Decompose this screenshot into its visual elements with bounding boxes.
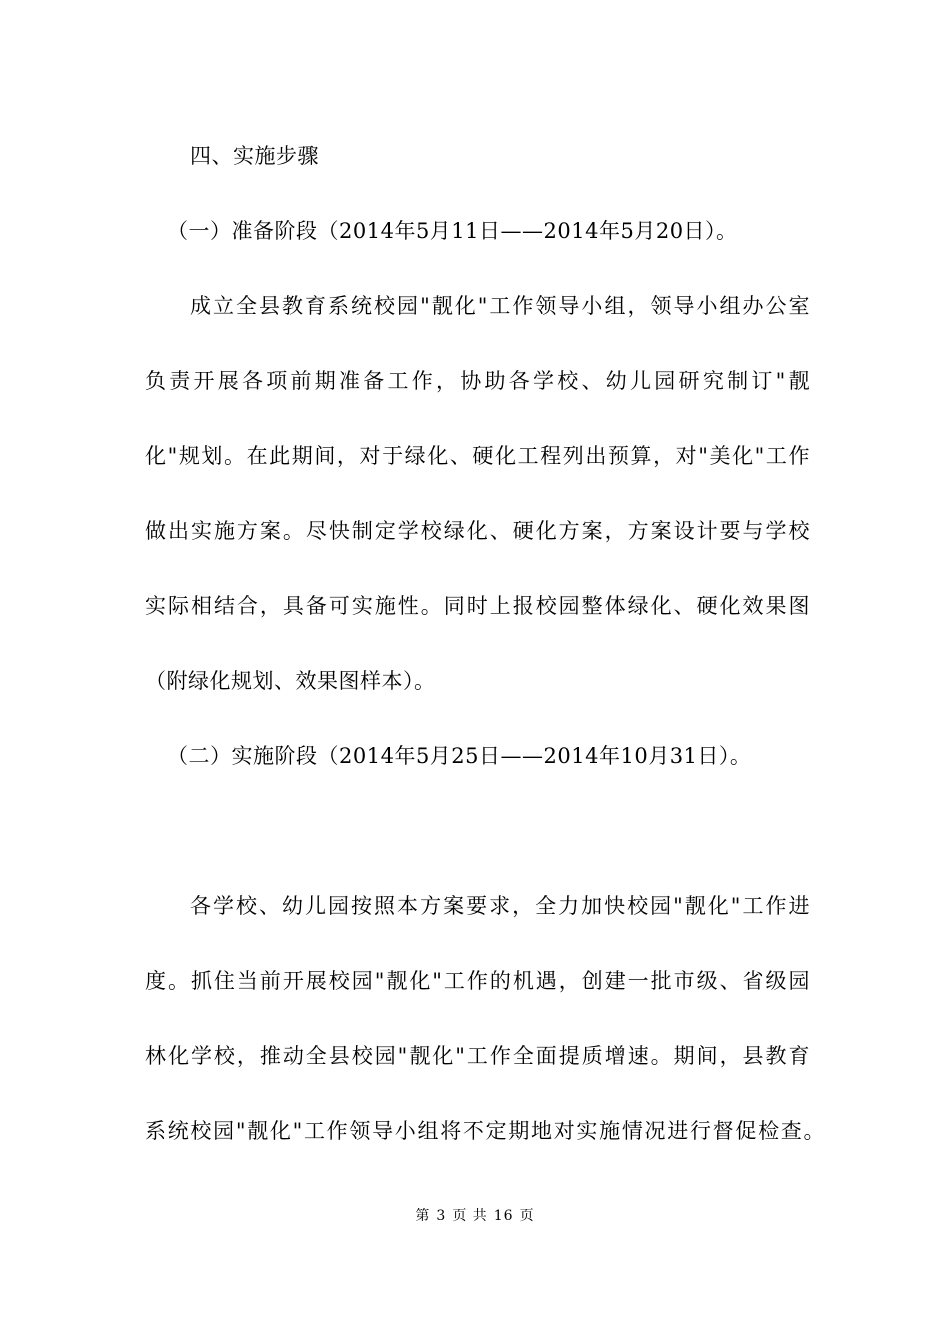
- subsection-heading-prep: （一）准备阶段（2014年5月11日——2014年5月20日）。: [167, 219, 738, 243]
- section-heading: 四、实施步骤: [190, 144, 319, 168]
- paragraph-line: 林化学校，推动全县校园"靓化"工作全面提质增速。期间，县教育: [145, 1044, 810, 1068]
- paragraph-line: 化"规划。在此期间，对于绿化、硬化工程列出预算，对"美化"工作: [145, 444, 810, 468]
- paragraph-line: 做出实施方案。尽快制定学校绿化、硬化方案，方案设计要与学校: [145, 519, 810, 543]
- footer-prefix: 第: [415, 1208, 431, 1224]
- footer-middle: 页 共: [452, 1208, 488, 1224]
- paragraph-line: 成立全县教育系统校园"靓化"工作领导小组，领导小组办公室: [190, 294, 810, 318]
- page-footer: [0, 1206, 950, 1226]
- paragraph-line: 系统校园"靓化"工作领导小组将不定期地对实施情况进行督促检查。: [145, 1119, 825, 1143]
- footer-total-pages: 16: [493, 1208, 514, 1224]
- paragraph-line: 各学校、幼儿园按照本方案要求，全力加快校园"靓化"工作进: [190, 894, 810, 918]
- footer-suffix: 页: [519, 1208, 535, 1224]
- paragraph-line: （附绿化规划、效果图样本）。: [145, 669, 436, 693]
- subsection-heading-impl: （二）实施阶段（2014年5月25日——2014年10月31日）。: [167, 744, 752, 768]
- paragraph-line: 度。抓住当前开展校园"靓化"工作的机遇，创建一批市级、省级园: [145, 969, 810, 993]
- paragraph-line: 实际相结合，具备可实施性。同时上报校园整体绿化、硬化效果图: [145, 594, 810, 618]
- paragraph-line: 负责开展各项前期准备工作，协助各学校、幼儿园研究制订"靓: [145, 369, 810, 393]
- footer-page-number: 3: [436, 1208, 447, 1224]
